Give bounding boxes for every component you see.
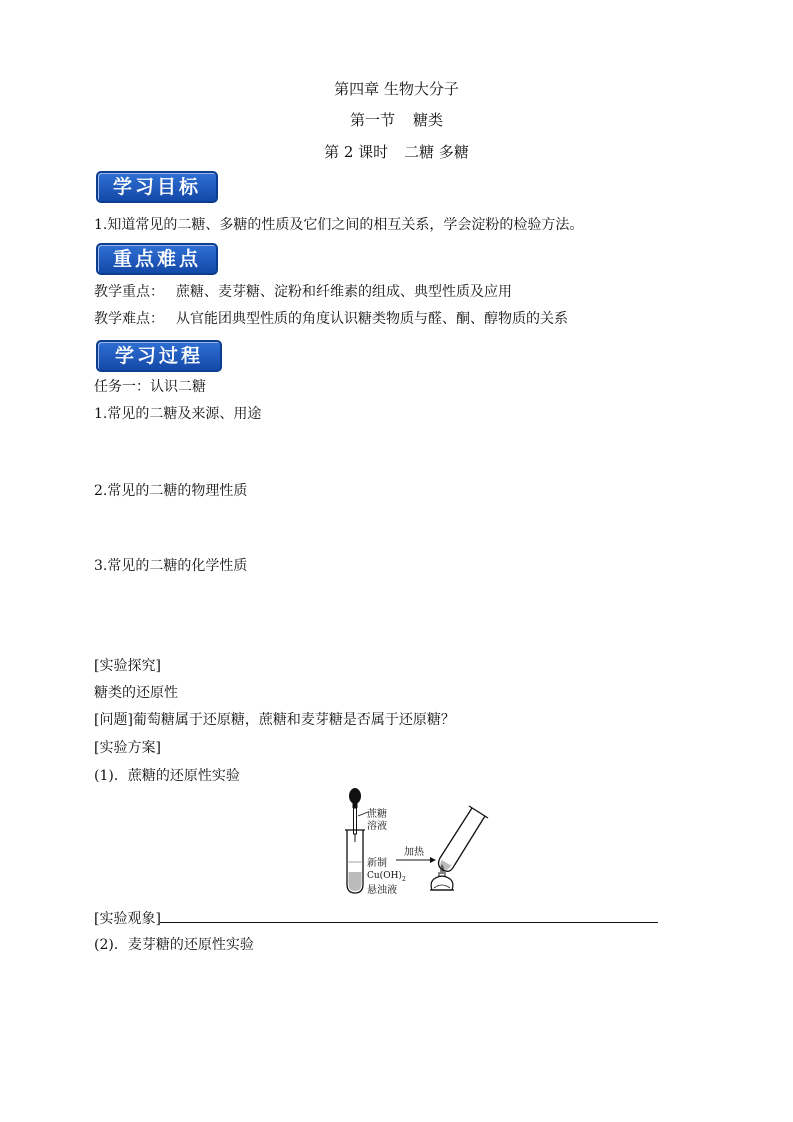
lesson-title bbox=[0, 141, 793, 162]
task-1: 任务一：认识二糖 bbox=[94, 379, 206, 395]
focus-label: 教学重点： bbox=[94, 284, 164, 300]
label-sucrose-1: 蔗糖 bbox=[367, 809, 387, 820]
dropper-icon bbox=[349, 788, 361, 842]
lesson-topic: 二糖 多糖 bbox=[404, 143, 469, 161]
label-cuoh bbox=[367, 870, 406, 883]
process-badge: 学习过程 bbox=[96, 340, 222, 372]
teaching-focus bbox=[94, 281, 512, 301]
experiment-1-title: (1)．蔗糖的还原性实验 bbox=[94, 768, 240, 784]
lesson-number: 第 2 课时 bbox=[324, 143, 389, 161]
experiment-phenomenon: [实验观象] bbox=[94, 911, 161, 927]
experiment-topic: 糖类的还原性 bbox=[94, 685, 178, 701]
objective-item-1: 1.知道常见的二糖、多糖的性质及它们之间的相互关系，学会淀粉的检验方法。 bbox=[94, 217, 584, 233]
experiment-2-title: (2)．麦芽糖的还原性实验 bbox=[94, 937, 254, 953]
question-1: 1.常见的二糖及来源、用途 bbox=[94, 406, 262, 422]
key-points-badge: 重点难点 bbox=[96, 243, 218, 275]
experiment-plan: [实验方案] bbox=[94, 740, 161, 756]
alcohol-lamp-icon bbox=[430, 864, 454, 890]
label-sucrose-2: 溶液 bbox=[367, 821, 387, 832]
teaching-difficulty bbox=[94, 308, 568, 328]
focus-text: 蔗糖、麦芽糖、淀粉和纤维素的组成、典型性质及应用 bbox=[176, 284, 512, 300]
label-suspension: 悬浊液 bbox=[367, 885, 397, 896]
experiment-question: [问题]葡萄糖属于还原糖，蔗糖和麦芽糖是否属于还原糖？ bbox=[94, 712, 455, 728]
chapter-title: 第四章 生物大分子 bbox=[334, 80, 459, 98]
label-cuoh-sub: 2 bbox=[401, 876, 406, 883]
label-fresh: 新制 bbox=[367, 858, 387, 869]
section-number: 第一节 bbox=[349, 111, 395, 129]
section-title bbox=[0, 109, 793, 130]
question-3: 3.常见的二糖的化学性质 bbox=[94, 558, 248, 574]
answer-blank-line bbox=[160, 922, 658, 923]
difficulty-text: 从官能团典型性质的角度认识糖类物质与醛、酮、醇物质的关系 bbox=[176, 311, 568, 327]
question-2: 2.常见的二糖的物理性质 bbox=[94, 483, 248, 499]
experiment-inquiry: [实验探究] bbox=[94, 658, 161, 674]
objectives-badge: 学习目标 bbox=[96, 171, 218, 203]
heated-tube-icon bbox=[439, 806, 488, 871]
label-heat: 加热 bbox=[404, 847, 424, 858]
difficulty-label: 教学难点： bbox=[94, 311, 164, 327]
sucrose-experiment-diagram bbox=[336, 786, 496, 898]
arrow-head-icon bbox=[430, 857, 436, 863]
section-name: 糖类 bbox=[413, 111, 444, 129]
label-cuoh-main: Cu(OH) bbox=[367, 871, 402, 881]
